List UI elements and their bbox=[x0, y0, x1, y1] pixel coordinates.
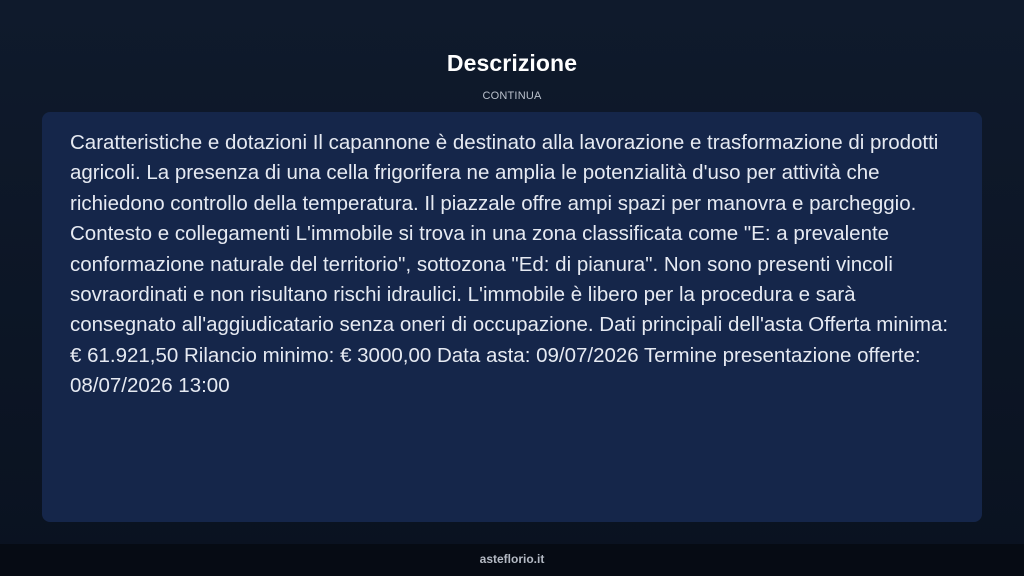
page-title: Descrizione bbox=[446, 50, 578, 76]
footer-bar bbox=[0, 544, 1024, 576]
continue-label: CONTINUA bbox=[482, 90, 542, 102]
footer-site-name: asteflorio.it bbox=[479, 552, 545, 566]
description-text: Caratteristiche e dotazioni Il capannone è destinato alla lavorazione e trasformazione di prodotti agricoli. La presenza di una cella frigorifera ne amplia le potenzialità d'uso per attività che richiedono controllo della temperatura. Il piazzale offre ampi spazi per manovra e parcheggio. Contesto e collegamenti L'immobile si trova in una zona classificata come "E: a prevalente conformazione naturale del territorio", sottozona "Ed: di pianura". Non sono presenti vincoli sovraordinati e non risultano rischi idraulici. L'immobile è libero per la procedura e sarà consegnato all'aggiudicatario senza oneri di occupazione. Dati principali dell'asta Offerta minima: € 61.921,50 Rilancio minimo: € 3000,00 Data asta: 09/07/2026 Termine presentazione offerte: 08/07/2026 13:00 bbox=[70, 131, 949, 398]
description-card bbox=[42, 112, 982, 522]
